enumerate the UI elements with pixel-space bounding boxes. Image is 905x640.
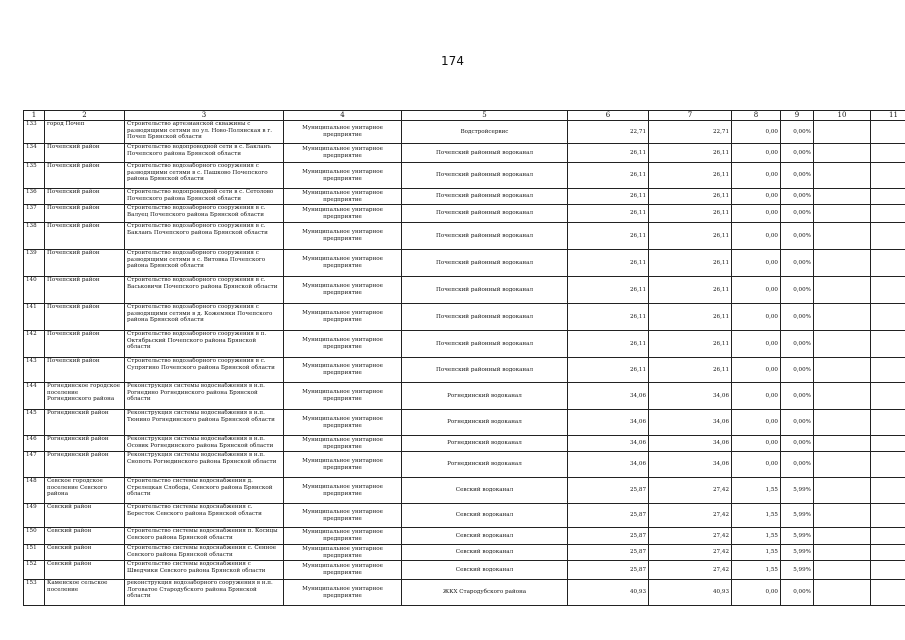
row-organization: Севский водоканал (402, 528, 568, 545)
column-header: 11 (871, 111, 905, 121)
row-percent: 0,00% (781, 205, 814, 223)
row-col-10 (814, 358, 871, 383)
row-value-6: 25,87 (568, 545, 649, 561)
row-organization: Почепский районный водоканал (402, 223, 568, 250)
row-col-11 (871, 410, 905, 436)
row-percent: 0,00% (781, 223, 814, 250)
row-area: Севский район (45, 561, 125, 580)
row-col-11 (871, 205, 905, 223)
row-object: Строительство водопроводной сети в с. Бакланъ Почепского района Брянской области (125, 144, 284, 163)
row-percent: 0,00% (781, 144, 814, 163)
table-row (24, 205, 905, 223)
row-col-11 (871, 504, 905, 528)
row-percent: 0,00% (781, 304, 814, 331)
row-number: 150 (24, 528, 45, 545)
row-value-7: 26,11 (649, 223, 732, 250)
row-percent: 0,00% (781, 452, 814, 478)
row-area: Севский район (45, 528, 125, 545)
column-header: 10 (814, 111, 871, 121)
row-value-6: 25,87 (568, 528, 649, 545)
row-value-8: 0,00 (732, 452, 781, 478)
row-enterprise-type: Муниципальное унитарное предприятие (284, 144, 402, 163)
row-object: Строительство системы водоснабжения с Шведчики Севского района Брянской области (125, 561, 284, 580)
row-col-11 (871, 580, 905, 606)
table-row (24, 331, 905, 358)
row-area: Рогнединский район (45, 436, 125, 452)
row-organization: Почепский районный водоканал (402, 205, 568, 223)
row-enterprise-type: Муниципальное унитарное предприятие (284, 250, 402, 277)
row-percent: 0,00% (781, 189, 814, 205)
row-value-6: 25,87 (568, 478, 649, 504)
row-col-10 (814, 189, 871, 205)
row-value-8: 0,00 (732, 250, 781, 277)
column-header: 5 (402, 111, 568, 121)
row-enterprise-type: Муниципальное унитарное предприятие (284, 504, 402, 528)
table-row (24, 144, 905, 163)
row-number: 151 (24, 545, 45, 561)
row-enterprise-type: Муниципальное унитарное предприятие (284, 121, 402, 144)
row-value-8: 0,00 (732, 189, 781, 205)
table-row (24, 478, 905, 504)
row-object: Строительство водозаборного сооружения в с. Валуец Почепского района Брянской области (125, 205, 284, 223)
table-row (24, 410, 905, 436)
row-enterprise-type: Муниципальное унитарное предприятие (284, 277, 402, 304)
row-percent: 0,00% (781, 436, 814, 452)
row-object: Реконструкция системы водоснабжения в н.п. Осовик Рогнединского района Брянской области (125, 436, 284, 452)
table-row (24, 561, 905, 580)
table-row (24, 436, 905, 452)
row-object: Строительство системы водоснабжения с. Сенное Севского района Брянской области (125, 545, 284, 561)
table-row (24, 189, 905, 205)
row-number: 134 (24, 144, 45, 163)
row-enterprise-type: Муниципальное унитарное предприятие (284, 331, 402, 358)
row-number: 146 (24, 436, 45, 452)
row-col-10 (814, 205, 871, 223)
row-enterprise-type: Муниципальное унитарное предприятие (284, 189, 402, 205)
row-value-7: 26,11 (649, 163, 732, 189)
column-header: 8 (732, 111, 781, 121)
row-col-10 (814, 223, 871, 250)
row-number: 145 (24, 410, 45, 436)
row-organization: Севский водоканал (402, 478, 568, 504)
table-row (24, 358, 905, 383)
row-area: Почепский район (45, 358, 125, 383)
row-col-11 (871, 561, 905, 580)
row-col-10 (814, 452, 871, 478)
row-value-8: 0,00 (732, 304, 781, 331)
column-header: 3 (125, 111, 284, 121)
row-object: Строительство водозаборного сооружения в с. Васьковичи Почепского района Брянской области (125, 277, 284, 304)
row-number: 138 (24, 223, 45, 250)
row-col-10 (814, 304, 871, 331)
row-col-10 (814, 144, 871, 163)
column-header: 2 (45, 111, 125, 121)
row-value-6: 22,71 (568, 121, 649, 144)
row-value-7: 26,11 (649, 331, 732, 358)
row-value-6: 26,11 (568, 304, 649, 331)
column-header: 6 (568, 111, 649, 121)
row-enterprise-type: Муниципальное унитарное предприятие (284, 383, 402, 410)
row-number: 147 (24, 452, 45, 478)
column-header: 9 (781, 111, 814, 121)
column-header: 4 (284, 111, 402, 121)
row-percent: 5,99% (781, 504, 814, 528)
row-area: Почепский район (45, 144, 125, 163)
row-value-7: 27,42 (649, 478, 732, 504)
row-enterprise-type: Муниципальное унитарное предприятие (284, 163, 402, 189)
row-enterprise-type: Муниципальное унитарное предприятие (284, 223, 402, 250)
row-col-10 (814, 383, 871, 410)
row-number: 144 (24, 383, 45, 410)
row-area: Севский район (45, 504, 125, 528)
table-body (24, 121, 905, 606)
row-object: Реконструкция системы водоснабжения в н.п. Рогнедино Рогнединского района Брянской области (125, 383, 284, 410)
row-value-6: 25,87 (568, 561, 649, 580)
row-value-8: 0,00 (732, 580, 781, 606)
row-organization: ЖКХ Стародубского района (402, 580, 568, 606)
row-col-11 (871, 189, 905, 205)
row-percent: 0,00% (781, 358, 814, 383)
row-object: Строительство водозаборного сооружения с разводящими сетями в с. Витовка Почепского района Брянской области (125, 250, 284, 277)
row-area: Почепский район (45, 277, 125, 304)
row-value-7: 27,42 (649, 545, 732, 561)
row-organization: Почепский районный водоканал (402, 189, 568, 205)
table-row (24, 383, 905, 410)
row-object: Строительство водозаборного сооружения в с. Бакланъ Почепского района Брянской области (125, 223, 284, 250)
row-value-8: 0,00 (732, 163, 781, 189)
row-number: 148 (24, 478, 45, 504)
row-value-6: 26,11 (568, 144, 649, 163)
row-object: Строительство артезианской скважины с разводящими сетями по ул. Ново-Полянская в г. Почеп Брянской области (125, 121, 284, 144)
table-row (24, 504, 905, 528)
row-organization: Водстройсервис (402, 121, 568, 144)
row-organization: Почепский районный водоканал (402, 304, 568, 331)
row-value-8: 1,55 (732, 545, 781, 561)
row-percent: 5,99% (781, 545, 814, 561)
row-value-6: 34,06 (568, 452, 649, 478)
table-row (24, 223, 905, 250)
row-organization: Почепский районный водоканал (402, 144, 568, 163)
row-organization: Рогнединский водоканал (402, 452, 568, 478)
row-value-6: 34,06 (568, 410, 649, 436)
row-value-8: 0,00 (732, 144, 781, 163)
row-value-8: 0,00 (732, 331, 781, 358)
row-number: 142 (24, 331, 45, 358)
row-col-11 (871, 163, 905, 189)
row-value-6: 34,06 (568, 383, 649, 410)
row-value-6: 26,11 (568, 331, 649, 358)
row-object: реконструкция водозаборного сооружения в н.п. Логоватое Стародубского района Брянской области (125, 580, 284, 606)
row-value-8: 1,55 (732, 478, 781, 504)
row-value-6: 34,06 (568, 436, 649, 452)
row-number: 139 (24, 250, 45, 277)
row-organization: Почепский районный водоканал (402, 331, 568, 358)
row-object: Реконструкция системы водоснабжения в н.п. Тюнино Рогнединского района Брянской области (125, 410, 284, 436)
row-value-8: 1,55 (732, 561, 781, 580)
row-col-11 (871, 277, 905, 304)
row-col-10 (814, 545, 871, 561)
row-value-7: 34,06 (649, 436, 732, 452)
row-col-10 (814, 121, 871, 144)
row-object: Реконструкция системы водоснабжения в н.п. Снопоть Рогнединского района Брянской области (125, 452, 284, 478)
row-enterprise-type: Муниципальное унитарное предприятие (284, 410, 402, 436)
row-organization: Рогнединский водоканал (402, 436, 568, 452)
row-col-11 (871, 144, 905, 163)
row-object: Строительство системы водоснабжения с. Бересток Севского района Брянской области (125, 504, 284, 528)
data-table (23, 110, 905, 606)
row-enterprise-type: Муниципальное унитарное предприятие (284, 478, 402, 504)
row-area: Каменское сельское поселение (45, 580, 125, 606)
row-value-8: 0,00 (732, 383, 781, 410)
row-object: Строительство системы водоснабжения п. Косицы Севского района Брянской области (125, 528, 284, 545)
row-number: 149 (24, 504, 45, 528)
header-row (24, 111, 905, 121)
table-row (24, 452, 905, 478)
row-percent: 0,00% (781, 250, 814, 277)
row-col-11 (871, 528, 905, 545)
row-area: город Почеп (45, 121, 125, 144)
row-area: Рогнединское городское поселение Рогнединского района (45, 383, 125, 410)
row-number: 143 (24, 358, 45, 383)
row-value-8: 0,00 (732, 277, 781, 304)
row-number: 137 (24, 205, 45, 223)
row-col-10 (814, 410, 871, 436)
row-value-7: 34,06 (649, 383, 732, 410)
row-value-7: 27,42 (649, 561, 732, 580)
row-percent: 0,00% (781, 163, 814, 189)
row-col-11 (871, 478, 905, 504)
row-enterprise-type: Муниципальное унитарное предприятие (284, 304, 402, 331)
row-area: Почепский район (45, 163, 125, 189)
row-enterprise-type: Муниципальное унитарное предприятие (284, 561, 402, 580)
row-col-11 (871, 452, 905, 478)
row-col-10 (814, 163, 871, 189)
row-col-11 (871, 121, 905, 144)
row-area: Почепский район (45, 304, 125, 331)
table-row (24, 163, 905, 189)
row-number: 152 (24, 561, 45, 580)
table-row (24, 304, 905, 331)
row-col-10 (814, 250, 871, 277)
row-value-7: 34,06 (649, 410, 732, 436)
row-value-6: 25,87 (568, 504, 649, 528)
row-area: Почепский район (45, 250, 125, 277)
row-col-11 (871, 223, 905, 250)
row-value-6: 26,11 (568, 358, 649, 383)
row-col-11 (871, 304, 905, 331)
row-organization: Рогнединский водоканал (402, 383, 568, 410)
row-value-6: 26,11 (568, 277, 649, 304)
row-object: Строительство водозаборного сооружения с разводящими сетями в д. Кожемяки Почепского района Брянской области (125, 304, 284, 331)
row-col-10 (814, 478, 871, 504)
row-value-7: 26,11 (649, 205, 732, 223)
row-value-7: 26,11 (649, 358, 732, 383)
row-area: Почепский район (45, 331, 125, 358)
row-organization: Почепский районный водоканал (402, 277, 568, 304)
row-value-6: 26,11 (568, 205, 649, 223)
row-organization: Рогнединский водоканал (402, 410, 568, 436)
row-value-6: 26,11 (568, 189, 649, 205)
row-enterprise-type: Муниципальное унитарное предприятие (284, 436, 402, 452)
row-percent: 0,00% (781, 410, 814, 436)
row-percent: 5,99% (781, 561, 814, 580)
row-object: Строительство системы водоснабжения д. Стрелецкая Слобода, Севского района Брянской области (125, 478, 284, 504)
row-value-7: 26,11 (649, 250, 732, 277)
row-value-8: 0,00 (732, 436, 781, 452)
row-area: Почепский район (45, 223, 125, 250)
row-object: Строительство водозаборного сооружения в с. Супрягино Почепского района Брянской области (125, 358, 284, 383)
row-value-7: 22,71 (649, 121, 732, 144)
row-organization: Почепский районный водоканал (402, 163, 568, 189)
row-area: Рогнединский район (45, 410, 125, 436)
row-value-7: 27,42 (649, 504, 732, 528)
row-value-7: 26,11 (649, 277, 732, 304)
row-area: Севское городское поселение Севского района (45, 478, 125, 504)
row-percent: 5,99% (781, 528, 814, 545)
row-col-11 (871, 545, 905, 561)
row-col-10 (814, 331, 871, 358)
row-value-7: 40,93 (649, 580, 732, 606)
row-percent: 0,00% (781, 383, 814, 410)
table-row (24, 250, 905, 277)
row-value-7: 34,06 (649, 452, 732, 478)
row-organization: Севский водоканал (402, 561, 568, 580)
row-number: 133 (24, 121, 45, 144)
row-value-7: 26,11 (649, 304, 732, 331)
row-enterprise-type: Муниципальное унитарное предприятие (284, 358, 402, 383)
row-object: Строительство водозаборного сооружения в п. Октябрьский Почепского района Брянской области (125, 331, 284, 358)
row-percent: 5,99% (781, 478, 814, 504)
row-value-7: 26,11 (649, 189, 732, 205)
row-area: Почепский район (45, 189, 125, 205)
row-enterprise-type: Муниципальное унитарное предприятие (284, 580, 402, 606)
row-organization: Севский водоканал (402, 545, 568, 561)
row-number: 141 (24, 304, 45, 331)
row-area: Севский район (45, 545, 125, 561)
row-col-10 (814, 528, 871, 545)
row-object: Строительство водозаборного сооружения с разводящими сетями в с. Пашково Почепского района Брянской области (125, 163, 284, 189)
table-row (24, 545, 905, 561)
row-organization: Севский водоканал (402, 504, 568, 528)
row-col-11 (871, 436, 905, 452)
row-col-10 (814, 580, 871, 606)
row-enterprise-type: Муниципальное унитарное предприятие (284, 545, 402, 561)
row-area: Почепский район (45, 205, 125, 223)
row-value-6: 26,11 (568, 223, 649, 250)
row-col-10 (814, 561, 871, 580)
row-enterprise-type: Муниципальное унитарное предприятие (284, 205, 402, 223)
column-header: 7 (649, 111, 732, 121)
row-col-10 (814, 277, 871, 304)
row-organization: Почепский районный водоканал (402, 358, 568, 383)
row-col-11 (871, 250, 905, 277)
row-value-8: 0,00 (732, 205, 781, 223)
page-number: 174 (441, 54, 464, 68)
row-col-11 (871, 358, 905, 383)
row-value-8: 0,00 (732, 121, 781, 144)
row-value-6: 26,11 (568, 250, 649, 277)
row-number: 135 (24, 163, 45, 189)
row-value-8: 1,55 (732, 504, 781, 528)
row-value-8: 1,55 (732, 528, 781, 545)
row-col-11 (871, 383, 905, 410)
row-enterprise-type: Муниципальное унитарное предприятие (284, 528, 402, 545)
row-organization: Почепский районный водоканал (402, 250, 568, 277)
row-area: Рогнединский район (45, 452, 125, 478)
row-percent: 0,00% (781, 121, 814, 144)
table-row (24, 528, 905, 545)
row-percent: 0,00% (781, 277, 814, 304)
table-row (24, 580, 905, 606)
row-percent: 0,00% (781, 580, 814, 606)
row-value-8: 0,00 (732, 410, 781, 436)
table-row (24, 121, 905, 144)
row-value-7: 27,42 (649, 528, 732, 545)
row-number: 140 (24, 277, 45, 304)
column-header: 1 (24, 111, 45, 121)
row-object: Строительство водопроводной сети в с. Сетолово Почепского района Брянской области (125, 189, 284, 205)
row-value-6: 26,11 (568, 163, 649, 189)
table-row (24, 277, 905, 304)
row-col-10 (814, 436, 871, 452)
row-percent: 0,00% (781, 331, 814, 358)
row-number: 136 (24, 189, 45, 205)
row-value-6: 40,93 (568, 580, 649, 606)
row-value-8: 0,00 (732, 223, 781, 250)
row-enterprise-type: Муниципальное унитарное предприятие (284, 452, 402, 478)
row-col-11 (871, 331, 905, 358)
row-col-10 (814, 504, 871, 528)
row-value-7: 26,11 (649, 144, 732, 163)
row-number: 153 (24, 580, 45, 606)
row-value-8: 0,00 (732, 358, 781, 383)
